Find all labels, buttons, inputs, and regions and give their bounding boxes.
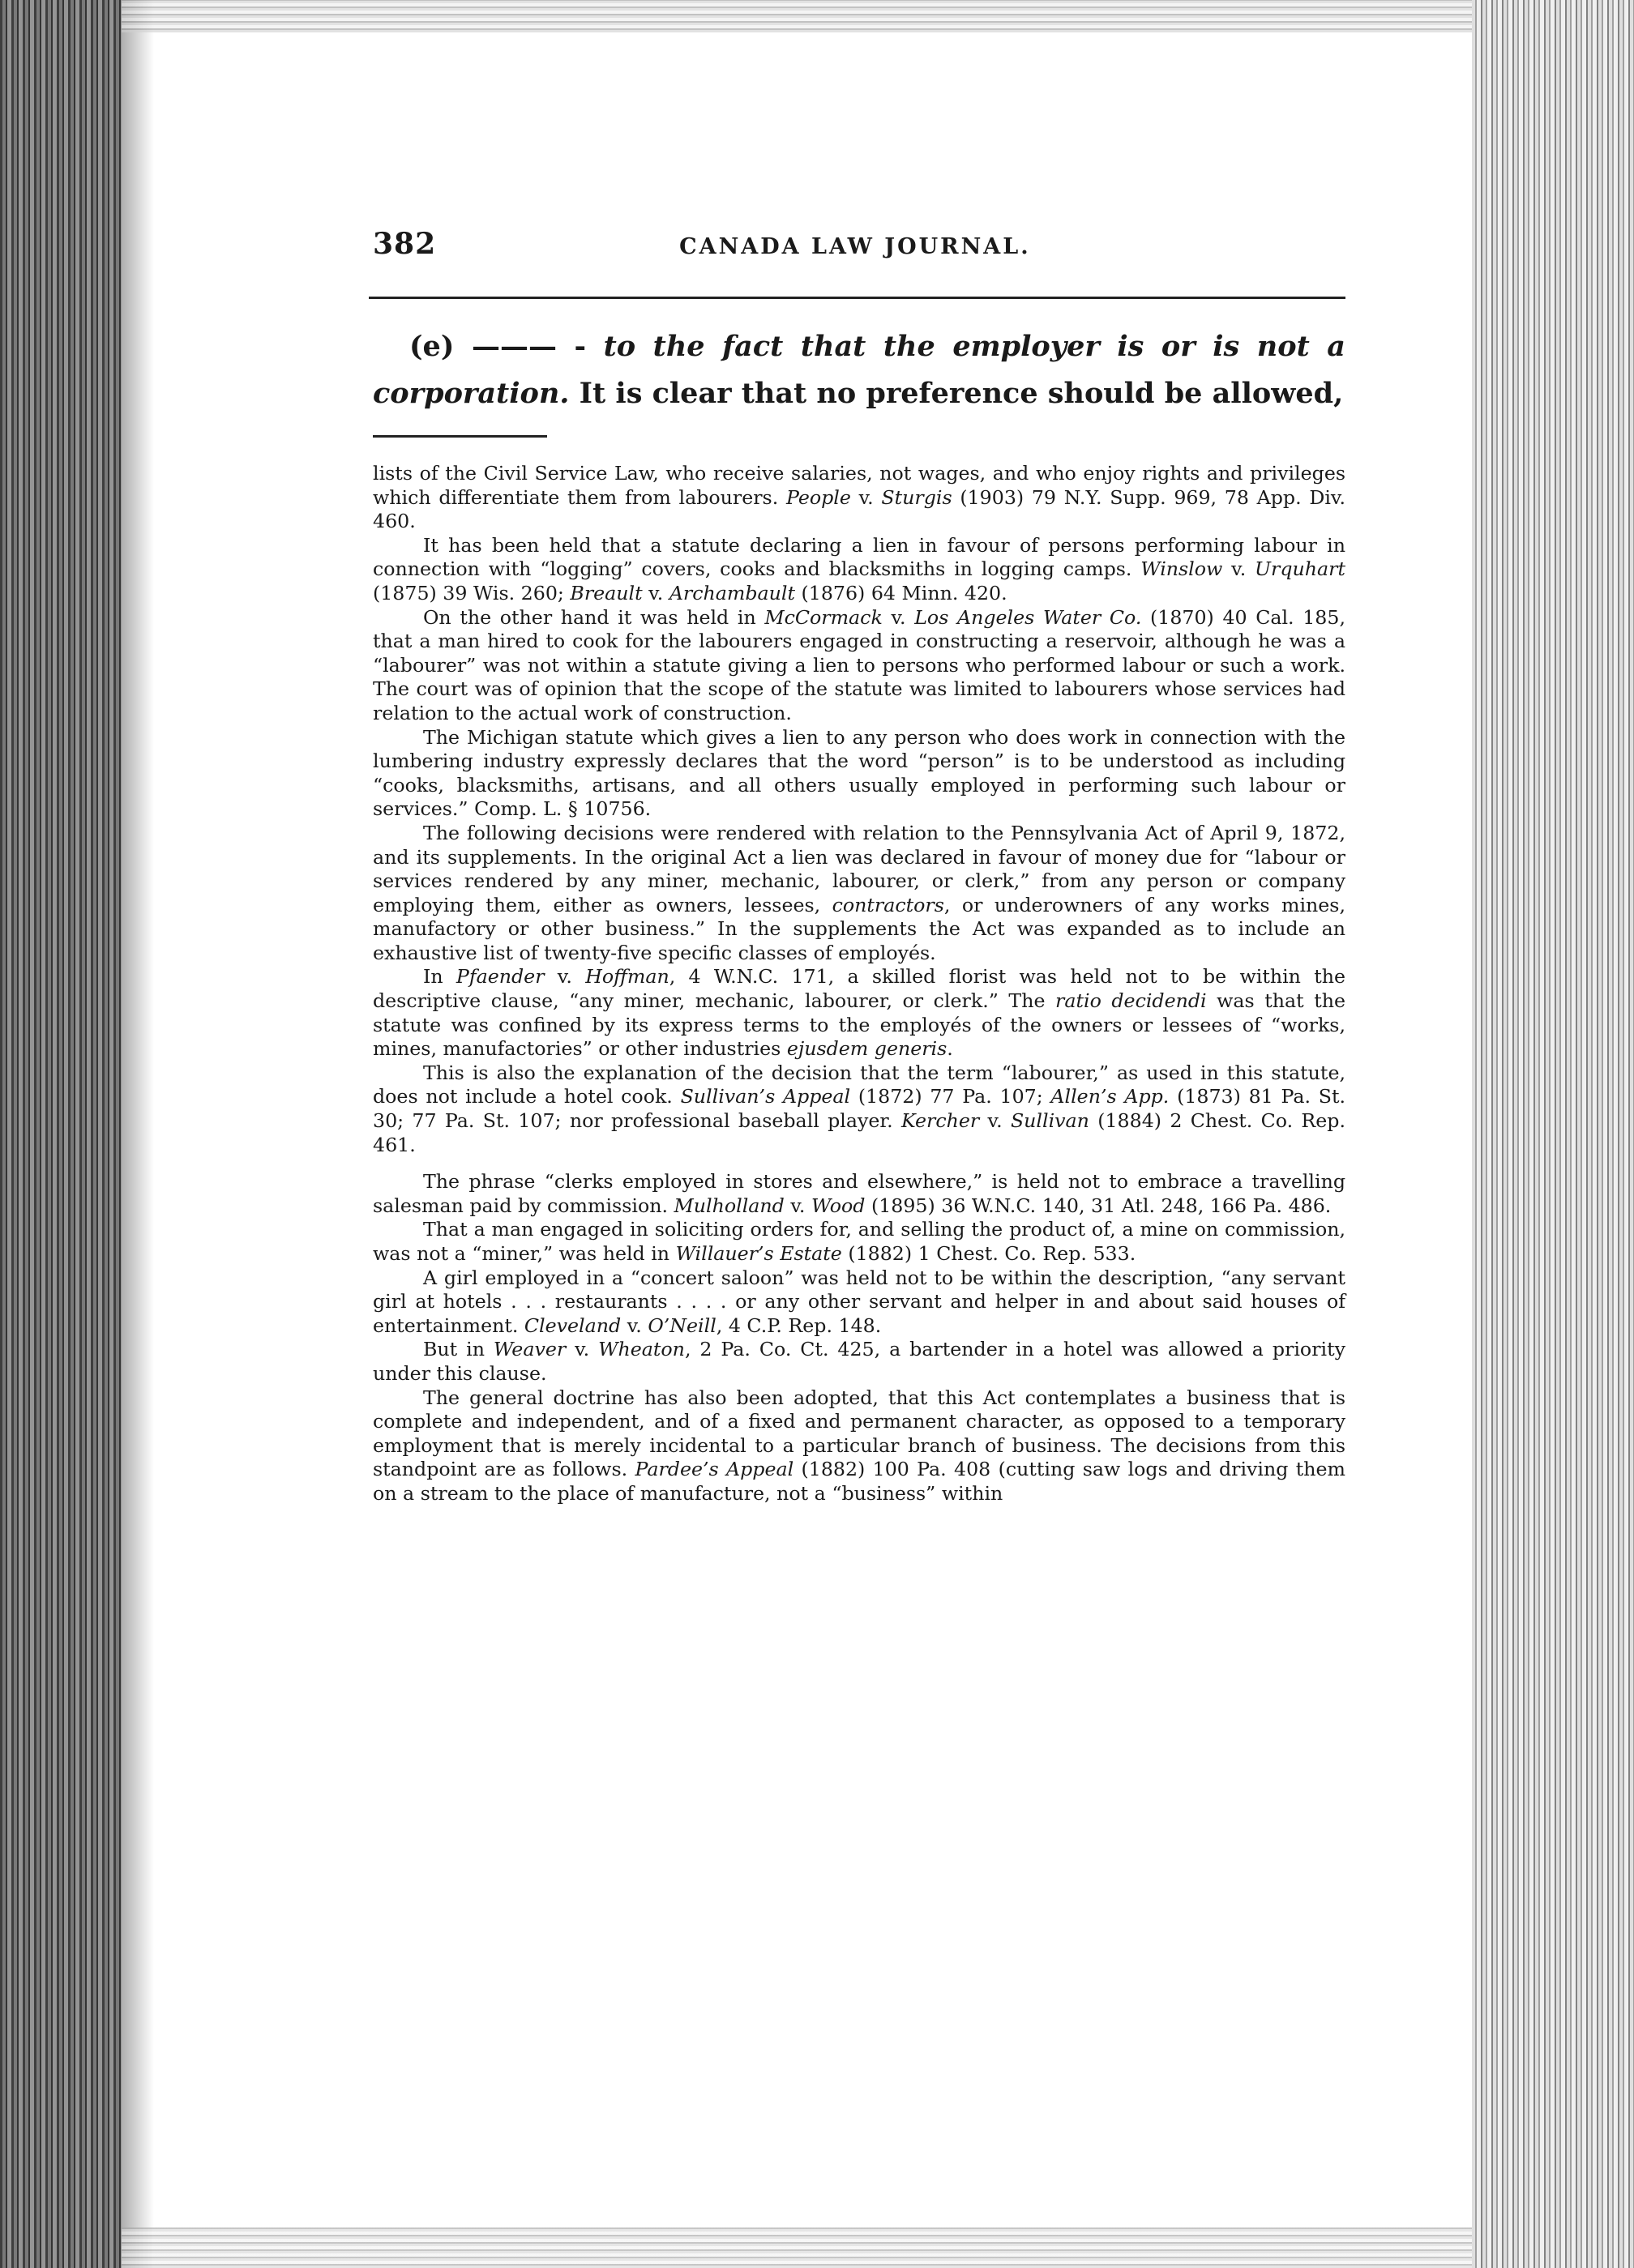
scan-edge-bottom [122, 2227, 1472, 2268]
footnote-text: v. [979, 1109, 1011, 1133]
subheading-label: (e) ——— - [409, 330, 604, 363]
footnote-text: A girl employed in a “concert saloon” was held not to be within the description, “any servant girl at hotels . . . restaurants . . . . or any other servant and helper in and about said houses of entertainment. [373, 1266, 1345, 1337]
footnote-text: v. [544, 965, 586, 989]
case-name: Archambault [669, 581, 795, 604]
footnote-text: (1884) 2 Chest. Co. Rep. 461. [373, 1109, 1345, 1156]
subheading-italic: to the fact that the employer is or is not a corporation. [373, 330, 1345, 410]
footnote-text: (1875) 39 Wis. 260; [373, 581, 571, 604]
case-name: Pfaender [456, 965, 545, 989]
footnote-text: (1876) 64 Minn. 420. [795, 581, 1007, 604]
footnote-text: (1895) 36 W.N.C. 140, 31 Atl. 248, 166 Pa. 486. [865, 1194, 1332, 1217]
case-name: Weaver [493, 1338, 567, 1361]
footnote-paragraph [373, 1338, 1345, 1386]
footnote-text: v. [882, 605, 915, 629]
subheading-text: It is clear that no preference should be allowed, [569, 377, 1344, 410]
scan-edge-top [122, 0, 1472, 32]
footnote-paragraph [373, 726, 1345, 822]
case-name: People [785, 485, 851, 509]
case-name: Los Angeles Water Co. [914, 605, 1142, 629]
case-name: Mulholland [674, 1194, 785, 1217]
footnote-paragraph [373, 1266, 1345, 1339]
section-subheading [373, 323, 1345, 417]
case-name: ratio decidendi [1055, 989, 1207, 1013]
case-name: Cleveland [524, 1313, 622, 1337]
footnote-paragraph [373, 606, 1345, 726]
case-name: Wheaton [598, 1338, 685, 1361]
case-name: Willauer’s Estate [675, 1242, 842, 1265]
case-name: Hoffman [585, 965, 669, 989]
footnote-text: , 2 Pa. Co. Ct. 425, a bartender in a hotel was allowed a priority under this clause. [373, 1338, 1345, 1385]
running-head: CANADA LAW JOURNAL. [679, 234, 1031, 259]
footnote-paragraph [373, 822, 1345, 966]
footnote-paragraph [373, 1061, 1345, 1157]
case-name: O’Neill [648, 1313, 716, 1337]
footnote-paragraph [373, 1386, 1345, 1506]
footnote-text: But in [423, 1338, 494, 1361]
case-name: Sullivan’s Appeal [680, 1085, 851, 1108]
footnote-text: On the other hand it was held in [423, 605, 765, 629]
footnote-text: v. [642, 581, 669, 604]
page-number: 382 [373, 227, 437, 261]
footnote-paragraph [373, 1218, 1345, 1266]
footnote-text: (1882) 1 Chest. Co. Rep. 533. [841, 1242, 1136, 1265]
footnote-text: In [423, 965, 456, 989]
case-name: Wood [811, 1194, 866, 1217]
case-name: ejusdem generis [786, 1037, 947, 1061]
footnote-text: , 4 W.N.C. 171, a skilled florist was held not to be within the descriptive clause, “any miner, mechanic, labourer, or clerk.” The [373, 965, 1345, 1013]
footnote-text: This is also the explanation of the decision that the term “labourer,” as used in this statute, does not include a hotel cook. [373, 1061, 1345, 1108]
journal-page [373, 227, 1345, 1506]
case-name: Allen’s App. [1050, 1085, 1170, 1108]
footnote-text: The general doctrine has also been adopted, that this Act contemplates a business that is complete and independent, and of a fixed and permanent character, as opposed to a temporary employment that is merely incidental to a particular branch of business. The decisions from this standpoint are as follows. [373, 1386, 1345, 1481]
footnote-text: (1873) 81 Pa. St. 30; 77 Pa. St. 107; nor professional baseball player. [373, 1085, 1345, 1133]
case-name: Kercher [900, 1109, 980, 1133]
footnote-text: The following decisions were rendered with relation to the Pennsylvania Act of April 9, 1872, and its supplements. In the original Act a lien was declared in favour of money due for “labour or services rendered by any miner, mechanic, labourer, or clerk,” from any person or company employing them, either as owners, lessees, [373, 821, 1345, 916]
header-rule [369, 297, 1345, 299]
scan-edge-right [1472, 0, 1634, 2268]
footnote-text: v. [784, 1194, 811, 1217]
footnote-text: (1870) 40 Cal. 185, that a man hired to cook for the labourers engaged in constructing a reservoir, although he was a “labourer” was not within a statute giving a lien to persons who performed labour or such a work. The court was of opinion that the scope of the statute was limited to labourers whose services had relation to the actual work of construction. [373, 605, 1345, 724]
footnote-rule [373, 435, 547, 438]
case-name: Sturgis [881, 485, 952, 509]
case-name: McCormack [764, 605, 883, 629]
footnote-text: v. [850, 485, 882, 509]
footnote-block [373, 462, 1345, 1506]
case-name: Sullivan [1010, 1109, 1089, 1133]
footnote-text: v. [1222, 557, 1255, 581]
footnote-text: v. [621, 1313, 648, 1337]
footnote-text: It has been held that a statute declaring a lien in favour of persons performing labour in connection with “logging” covers, cooks and blacksmiths in logging camps. [373, 533, 1345, 581]
footnote-text: (1872) 77 Pa. 107; [850, 1085, 1051, 1108]
case-name: Pardee’s Appeal [635, 1458, 794, 1481]
footnote-text: (1882) 100 Pa. 408 (cutting saw logs and driving them on a stream to the place of manufacture, not a “business” within [373, 1458, 1345, 1505]
footnote-paragraph [373, 462, 1345, 534]
footnote-paragraph [373, 1170, 1345, 1218]
footnote-text: (1903) 79 N.Y. Supp. 969, 78 App. Div. 460. [373, 485, 1345, 533]
footnote-paragraph [373, 965, 1345, 1061]
page-header [373, 227, 1345, 269]
footnote-text: lists of the Civil Service Law, who receive salaries, not wages, and who enjoy rights and privileges which differentiate them from labourers. [373, 462, 1345, 509]
footnote-text: , 4 C.P. Rep. 148. [716, 1313, 882, 1337]
scan-edge-left [0, 0, 122, 2268]
footnote-text: v. [566, 1338, 599, 1361]
footnote-text: The Michigan statute which gives a lien to any person who does work in connection with the lumbering industry expressly declares that the word “person” is to be understood as including “cooks, blacksmiths, artisans, and all others usually employed in performing such labour or services.” Comp. L. § 10756. [373, 725, 1345, 821]
footnote-text: That a man engaged in soliciting orders for, and selling the product of, a mine on commission, was not a “miner,” was held in [373, 1218, 1345, 1265]
footnote-text: The phrase “clerks employed in stores and elsewhere,” is held not to embrace a travelling salesman paid by commission. [373, 1170, 1345, 1217]
case-name: Breault [570, 581, 643, 604]
case-name: Urquhart [1255, 557, 1345, 581]
footnote-text: was that the statute was confined by its express terms to the employés of the owners or lessees of “works, mines, manufactories” or other industries [373, 989, 1346, 1061]
case-name: contractors [832, 893, 944, 916]
footnote-paragraph [373, 534, 1345, 606]
case-name: Winslow [1140, 557, 1223, 581]
footnote-text: . [947, 1037, 953, 1061]
footnote-text: , or underowners of any works mines, manufactory or other business.” In the supplements the Act was expanded as to include an exhaustive list of twenty-five specific classes of employés. [373, 893, 1345, 964]
